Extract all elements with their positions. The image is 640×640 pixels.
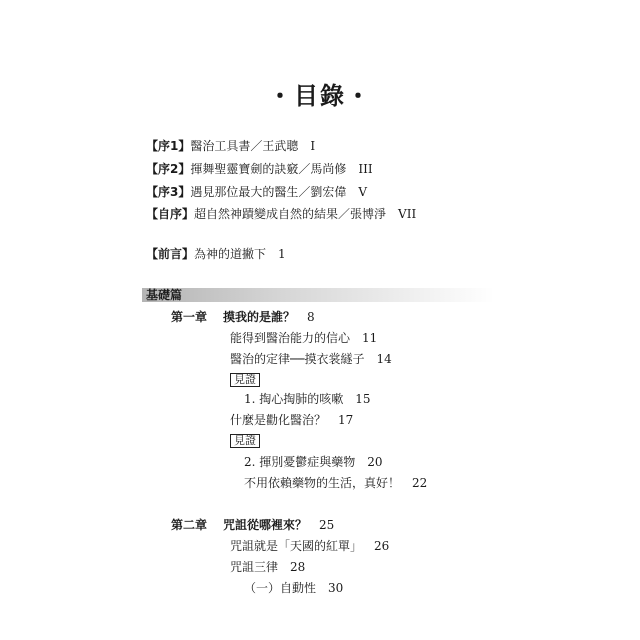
toc-item[interactable] <box>230 539 389 553</box>
item-text: 1. 掏心掏肺的咳嗽 <box>244 392 344 406</box>
toc-item[interactable] <box>230 560 305 574</box>
chapter-title: 咒詛從哪裡來？ <box>223 518 308 532</box>
item-page: 14 <box>376 352 392 366</box>
entry-tag: 【序3】 <box>146 185 191 199</box>
entry-tag: 【序2】 <box>146 162 191 176</box>
item-text: 醫治的定律──摸衣裳繸子 <box>230 352 365 366</box>
entry-text: 遇見那位最大的醫生／劉宏偉 <box>190 185 347 199</box>
entry-page: 1 <box>278 247 286 261</box>
entry-text: 為神的道撇下 <box>194 247 267 261</box>
toc-chapter-1[interactable] <box>171 310 315 324</box>
item-page: 26 <box>374 539 390 553</box>
chapter-label: 第二章 <box>171 518 208 532</box>
toc-item[interactable] <box>230 413 353 427</box>
toc-entry-preface-1[interactable] <box>146 139 315 153</box>
entry-page: I <box>310 139 316 153</box>
item-page: 28 <box>290 560 306 574</box>
item-text: 什麼是勸化醫治？ <box>230 413 327 427</box>
chapter-label: 第一章 <box>171 310 208 324</box>
item-page: 11 <box>362 331 378 345</box>
toc-item[interactable] <box>244 392 371 406</box>
entry-text: 揮舞聖靈寶劍的訣竅／馬尚修 <box>190 162 347 176</box>
entry-text: 醫治工具書／王武聰 <box>190 139 299 153</box>
toc-entry-author-preface[interactable] <box>146 207 416 221</box>
entry-text: 超自然神蹟變成自然的結果／張博淨 <box>194 207 387 221</box>
item-page: 17 <box>338 413 354 427</box>
toc-entry-foreword[interactable] <box>146 247 286 261</box>
entry-tag: 【前言】 <box>146 247 195 261</box>
toc-chapter-2[interactable] <box>171 518 334 532</box>
toc-entry-preface-3[interactable] <box>146 185 367 199</box>
item-page: 15 <box>355 392 371 406</box>
item-text: 咒詛三律 <box>230 560 279 574</box>
section-title: 基礎篇 <box>146 288 183 302</box>
item-text: 咒詛就是「天國的紅單」 <box>230 539 363 553</box>
toc-item[interactable] <box>230 331 377 345</box>
entry-tag: 【自序】 <box>146 207 195 221</box>
section-header-bar <box>142 288 494 302</box>
item-page: 22 <box>412 476 428 490</box>
testimony-label-box: 見證 <box>230 373 260 387</box>
entry-page: V <box>358 185 368 199</box>
entry-page: III <box>358 162 373 176</box>
chapter-page: 25 <box>319 518 335 532</box>
entry-page: VII <box>398 207 417 221</box>
chapter-title: 摸我的是誰？ <box>223 310 296 324</box>
item-page: 20 <box>367 455 383 469</box>
item-text: 能得到醫治能力的信心 <box>230 331 351 345</box>
page-title: ・目錄・ <box>268 82 372 110</box>
testimony-label-box: 見證 <box>230 434 260 448</box>
entry-tag: 【序1】 <box>146 139 191 153</box>
toc-entry-preface-2[interactable] <box>146 162 373 176</box>
item-page: 30 <box>328 581 344 595</box>
toc-item[interactable] <box>244 455 383 469</box>
toc-item[interactable] <box>244 476 427 490</box>
toc-item[interactable] <box>230 352 392 366</box>
item-text: （一）自動性 <box>244 581 317 595</box>
toc-item[interactable] <box>244 581 343 595</box>
item-text: 不用依賴藥物的生活，真好！ <box>244 476 401 490</box>
chapter-page: 8 <box>307 310 315 324</box>
item-text: 2. 揮別憂鬱症與藥物 <box>244 455 356 469</box>
